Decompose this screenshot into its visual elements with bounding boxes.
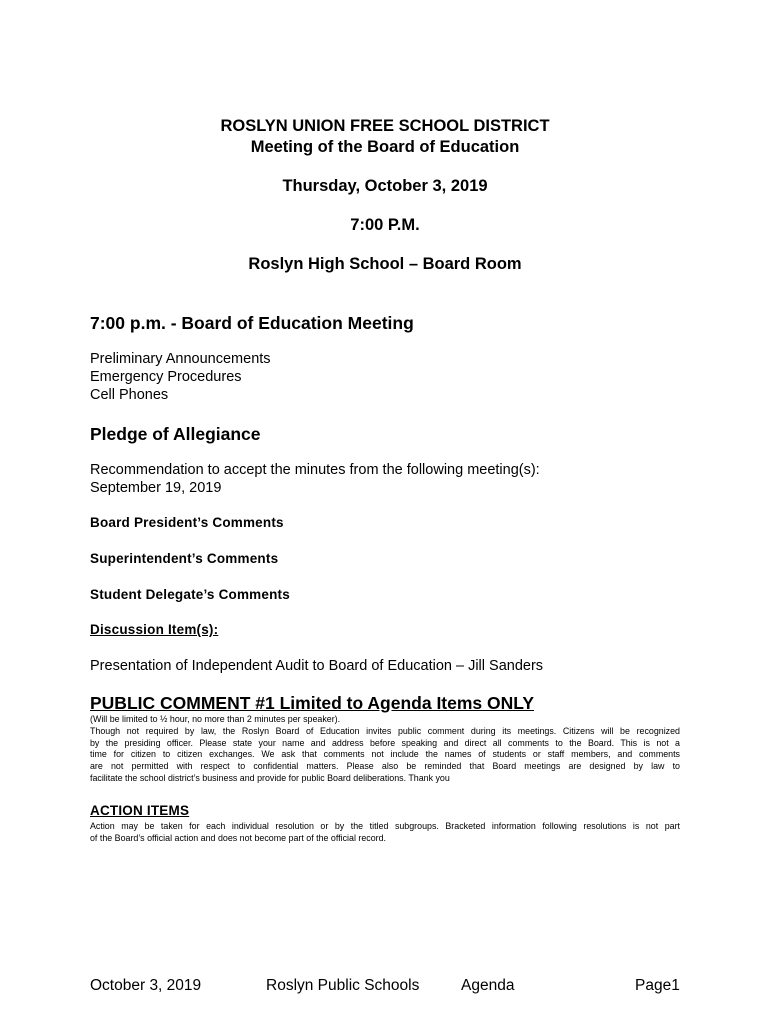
meeting-heading: 7:00 p.m. - Board of Education Meeting: [90, 313, 414, 333]
president-comments-heading: Board President’s Comments: [90, 515, 284, 530]
action-items-text: [90, 821, 680, 844]
footer-page-number: Page1: [635, 977, 680, 994]
preliminary-item: Cell Phones: [90, 387, 169, 403]
meeting-title: Meeting of the Board of Education: [250, 138, 520, 156]
meeting-time: 7:00 P.M.: [350, 216, 420, 234]
public-comment-line: facilitate the school district’s business and provide for public Board deliberations. Thank you: [90, 772, 450, 783]
preliminary-item: Preliminary Announcements: [90, 351, 271, 367]
discussion-heading: Discussion Item(s):: [90, 622, 219, 637]
meeting-location: Roslyn High School – Board Room: [248, 255, 522, 273]
district-name: ROSLYN UNION FREE SCHOOL DISTRICT: [220, 117, 550, 135]
minutes-recommendation: Recommendation to accept the minutes from the following meeting(s):: [90, 462, 540, 478]
superintendent-comments-heading: Superintendent’s Comments: [90, 551, 279, 566]
student-comments-heading: Student Delegate’s Comments: [90, 587, 290, 602]
pledge-heading: Pledge of Allegiance: [90, 424, 261, 444]
action-items-heading: ACTION ITEMS: [90, 803, 190, 818]
footer-organization: Roslyn Public Schools: [266, 977, 420, 994]
preliminary-item: Emergency Procedures: [90, 369, 242, 385]
meeting-date: Thursday, October 3, 2019: [282, 177, 488, 195]
action-items-line: of the Board’s official action and does not become part of the official record.: [90, 832, 387, 843]
public-comment-text: [90, 726, 680, 785]
public-comment-line: time for citizen to citizen exchanges. We ask that comments not include the names of students or staff members, and comments: [90, 749, 680, 760]
public-comment-heading: PUBLIC COMMENT #1 Limited to Agenda Items ONLY: [90, 693, 535, 713]
public-comment-limit: (Will be limited to ½ hour, no more than 2 minutes per speaker).: [90, 714, 341, 724]
public-comment-line: Though not required by law, the Roslyn Board of Education invites public comment during its meetings. Citizens will be recognized: [90, 726, 680, 736]
discussion-item: Presentation of Independent Audit to Board of Education – Jill Sanders: [90, 658, 544, 674]
minutes-meeting-date: September 19, 2019: [90, 480, 222, 496]
action-items-line: Action may be taken for each individual resolution or by the titled subgroups. Bracketed information following resolutions is not part: [90, 821, 680, 831]
footer-date: October 3, 2019: [90, 977, 202, 994]
footer-document: Agenda: [461, 977, 515, 994]
public-comment-line: are not permitted with respect to confidential matters. Please also be reminded that Board meetings are designed by law to: [90, 761, 680, 772]
public-comment-line: by the presiding officer. Please state your name and address before speaking and direct all comments to the Board. This is not a: [90, 737, 680, 748]
